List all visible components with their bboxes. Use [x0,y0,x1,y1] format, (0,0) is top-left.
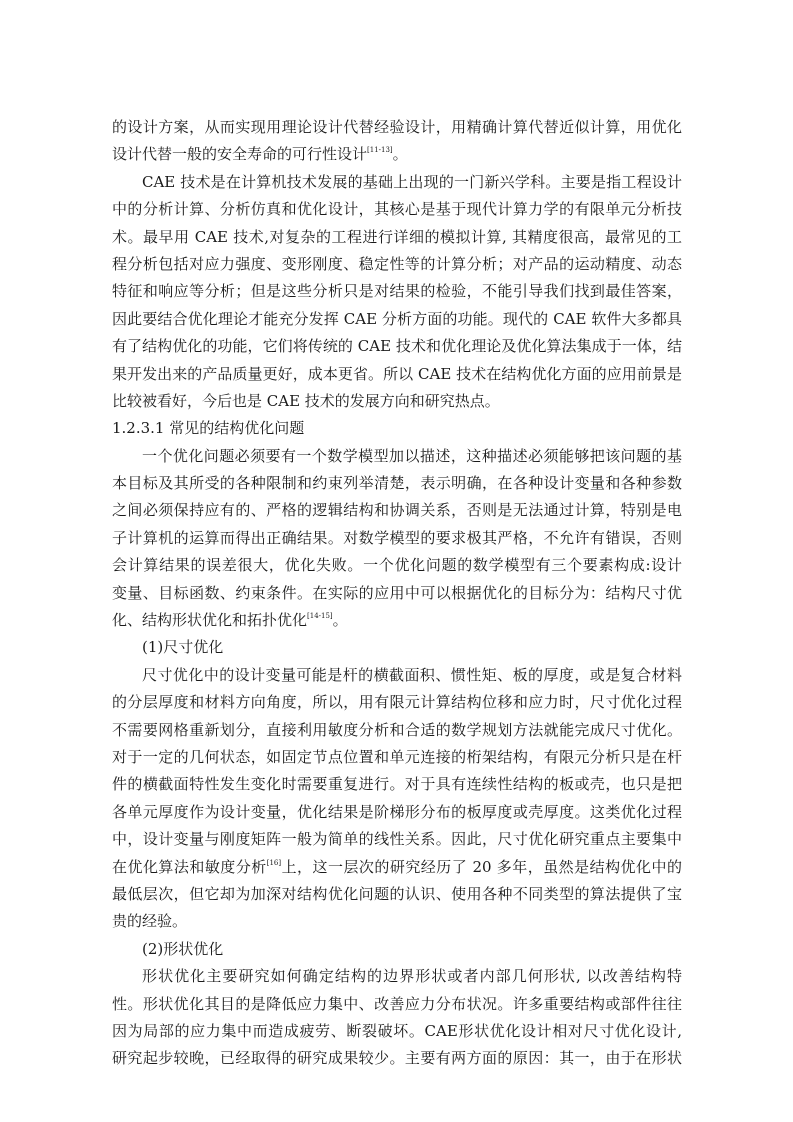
text-line [112,196,682,223]
text-line [112,580,682,607]
text-run: 果开发出来的产品质量更好，成本更省。所以 CAE 技术在结构优化方面的应用前景是 [112,364,682,383]
text-line [112,908,682,935]
text-run: 因为局部的应力集中而造成疲劳、断裂破坏。CAE形状优化设计相对尺寸优化设计, [112,1021,682,1040]
text-run: 变量、目标函数、约束条件。在实际的应用中可以根据优化的目标分为：结构尺寸优 [112,583,682,602]
text-line [112,744,682,771]
text-line [112,1018,682,1045]
text-run: 1.2.3.1 常见的结构优化问题 [112,419,305,438]
paragraph-optimization-model [112,443,682,635]
text-run: 研究起步较晚，已经取得的研究成果较少。主要有两方面的原因：其一，由于在形状 [112,1049,682,1068]
text-run: 一个优化问题必须要有一个数学模型加以描述，这种描述必须能够把该问题的基 [142,446,682,465]
text-line [112,497,682,524]
text-run: 上，这一层次的研究经历了 20 多年，虽然是结构优化中的 [281,857,682,876]
text-line [112,717,682,744]
text-run: 中的分析计算、分析仿真和优化设计，其核心是基于现代计算力学的有限单元分析技 [112,200,682,219]
citation-ref: [14-15] [307,612,333,621]
text-line [112,1045,682,1072]
text-run: 术。最早用 CAE 技术,对复杂的工程进行详细的模拟计算, 其精度很高，最常见的工 [112,227,682,246]
text-run: 之间必须保持应有的、严格的逻辑结构和协调关系，否则是无法通过计算，特别是电 [112,501,682,520]
paragraph-continued [112,114,682,169]
text-run: 件的横截面特性发生变化时需要重复进行。对于具有连续性结构的板或壳，也只是把 [112,775,682,794]
text-run: 形状优化主要研究如何确定结构的边界形状或者内部几何形状, 以改善结构特 [142,967,682,986]
text-line [112,306,682,333]
text-run: 有了结构优化的功能，它们将传统的 CAE 技术和优化理论及优化算法集成于一体，结 [112,337,682,356]
text-run: 本目标及其所受的各种限制和约束列举清楚，表示明确，在各种设计变量和各种参数 [112,474,682,493]
paragraph-shape-optimization [112,963,682,1073]
text-run: 。 [332,611,348,630]
text-line [112,963,682,990]
text-run: 不需要网格重新划分，直接利用敏度分析和合适的数学规划方法就能完成尺寸优化。 [112,720,682,739]
text-line [112,936,682,963]
text-run: 中，设计变量与刚度矩阵一般为简单的线性关系。因此，尺寸优化研究重点主要集中 [112,830,682,849]
text-run: 贵的经验。 [112,912,188,931]
section-heading [112,415,682,442]
text-run: 的分层厚度和材料方向角度，所以，用有限元计算结构位移和应力时，尺寸优化过程 [112,693,682,712]
text-line [112,826,682,853]
paragraph-cae-intro [112,169,682,416]
text-run: 的设计方案，从而实现用理论设计代替经验设计，用精确计算代替近似计算，用优化 [112,118,682,136]
text-run: 设计代替一般的安全寿命的可行性设计 [112,145,368,164]
text-run: 化、结构形状优化和拓扑优化 [112,611,308,630]
text-line [112,470,682,497]
paragraph-size-optimization [112,662,682,936]
list-heading-size [112,634,682,661]
text-line [112,662,682,689]
text-line [112,141,682,168]
text-run: CAE 技术是在计算机技术发展的基础上出现的一门新兴学科。主要是指工程设计 [142,172,682,191]
text-run: 子计算机的运算而得出正确结果。对数学模型的要求极其严格，不允许有错误，否则 [112,528,682,547]
text-run: 尺寸优化中的设计变量可能是杆的横截面积、惯性矩、板的厚度，或是复合材料 [142,665,682,684]
text-line [112,278,682,305]
text-line [112,443,682,470]
text-line [112,689,682,716]
text-run: (1)尺寸优化 [142,638,224,657]
text-run: 会计算结果的误差很大，优化失败。一个优化问题的数学模型有三个要素构成:设计 [112,556,682,575]
text-run: (2)形状优化 [142,939,224,958]
text-line [112,251,682,278]
body-text [112,114,682,1073]
text-line [112,991,682,1018]
text-run: 性。形状优化其目的是降低应力集中、改善应力分布状况。许多重要结构或部件往往 [112,994,682,1013]
text-line [112,607,682,634]
text-run: 对于一定的几何状态，如固定节点位置和单元连接的桁架结构，有限元分析只是在杆 [112,747,682,766]
list-heading-shape [112,936,682,963]
text-line [112,224,682,251]
text-run: 最低层次，但它却为加深对结构优化问题的认识、使用各种不同类型的算法提供了宝 [112,884,682,903]
text-run: 程分析包括对应力强度、变形刚度、稳定性等的计算分析；对产品的运动精度、动态 [112,254,682,273]
citation-ref: [16] [266,858,282,867]
text-run: 各单元厚度作为设计变量，优化结果是阶梯形分布的板厚度或壳厚度。这类优化过程 [112,802,682,821]
text-run: 因此要结合优化理论才能充分发挥 CAE 分析方面的功能。现代的 CAE 软件大多都具 [112,309,682,328]
text-run: 比较被看好，今后也是 CAE 技术的发展方向和研究热点。 [112,391,500,410]
text-line [112,854,682,881]
text-line [112,634,682,661]
text-run: 特征和响应等分析；但是这些分析只是对结果的检验，不能引导我们找到最佳答案， [112,282,682,301]
text-line [112,552,682,579]
text-line [112,333,682,360]
text-line [112,114,682,141]
text-line [112,361,682,388]
text-line [112,388,682,415]
text-run: 在优化算法和敏度分析 [112,857,267,876]
text-run: 。 [392,145,408,164]
text-line [112,799,682,826]
text-line [112,771,682,798]
text-line [112,881,682,908]
text-line [112,525,682,552]
text-line [112,169,682,196]
text-line [112,415,682,442]
citation-ref: [11-13] [367,146,393,155]
